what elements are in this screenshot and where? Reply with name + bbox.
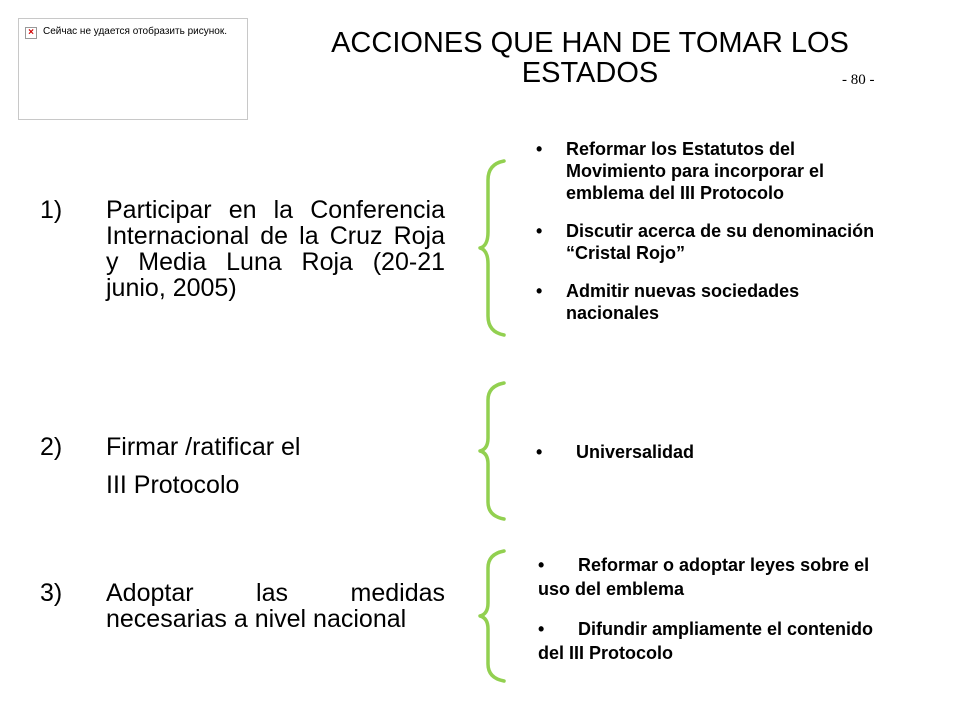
item-text-line-1: Firmar /ratificar el: [106, 433, 301, 461]
broken-image-placeholder: [18, 18, 248, 120]
item-number: 3): [40, 579, 63, 607]
bullet-icon: •: [538, 555, 545, 575]
list-item-text: Reformar o adoptar leyes sobre el uso del emblema: [538, 555, 870, 599]
list-item: [538, 553, 898, 601]
curly-brace-icon: [478, 548, 508, 684]
list-item-text: Difundir ampliamente el contenido del III Protocolo: [538, 619, 874, 663]
item-text: Adoptar las medidas necesarias a nivel nacional: [106, 579, 445, 633]
item-text: [106, 428, 445, 504]
action-item-2: [40, 428, 445, 504]
item-text-line-2: III Protocolo: [106, 471, 240, 499]
list-item: • Discutir acerca de su denominación “Cristal Rojo”: [536, 220, 896, 264]
list-item: • Universalidad: [536, 441, 896, 463]
item-number: 1): [40, 196, 63, 224]
curly-brace-icon: [478, 380, 508, 522]
page-number: - 80 -: [842, 72, 875, 88]
list-item: [538, 617, 898, 665]
action-item-3: [40, 580, 445, 632]
item-text: Participar en la Conferencia Internacional de la Cruz Roja y Media Luna Roja (20-21 junio, 2005): [106, 196, 445, 302]
group2-list: [536, 441, 896, 463]
curly-brace-icon: [478, 158, 508, 338]
item-number: 2): [40, 433, 63, 461]
list-item: • Admitir nuevas sociedades nacionales: [536, 280, 896, 324]
bullet-icon: •: [538, 619, 545, 639]
group1-list: [536, 138, 896, 324]
page-title: ACCIONES QUE HAN DE TOMAR LOS ESTADOS: [331, 27, 849, 89]
broken-image-message: Сейчас не удается отобразить рисунок.: [43, 26, 227, 37]
broken-image-icon: ×: [25, 27, 37, 39]
action-item-1: [40, 197, 445, 301]
list-item: • Reformar los Estatutos del Movimiento para incorporar el emblema del III Protocolo: [536, 138, 896, 204]
group3-list: [538, 553, 898, 681]
